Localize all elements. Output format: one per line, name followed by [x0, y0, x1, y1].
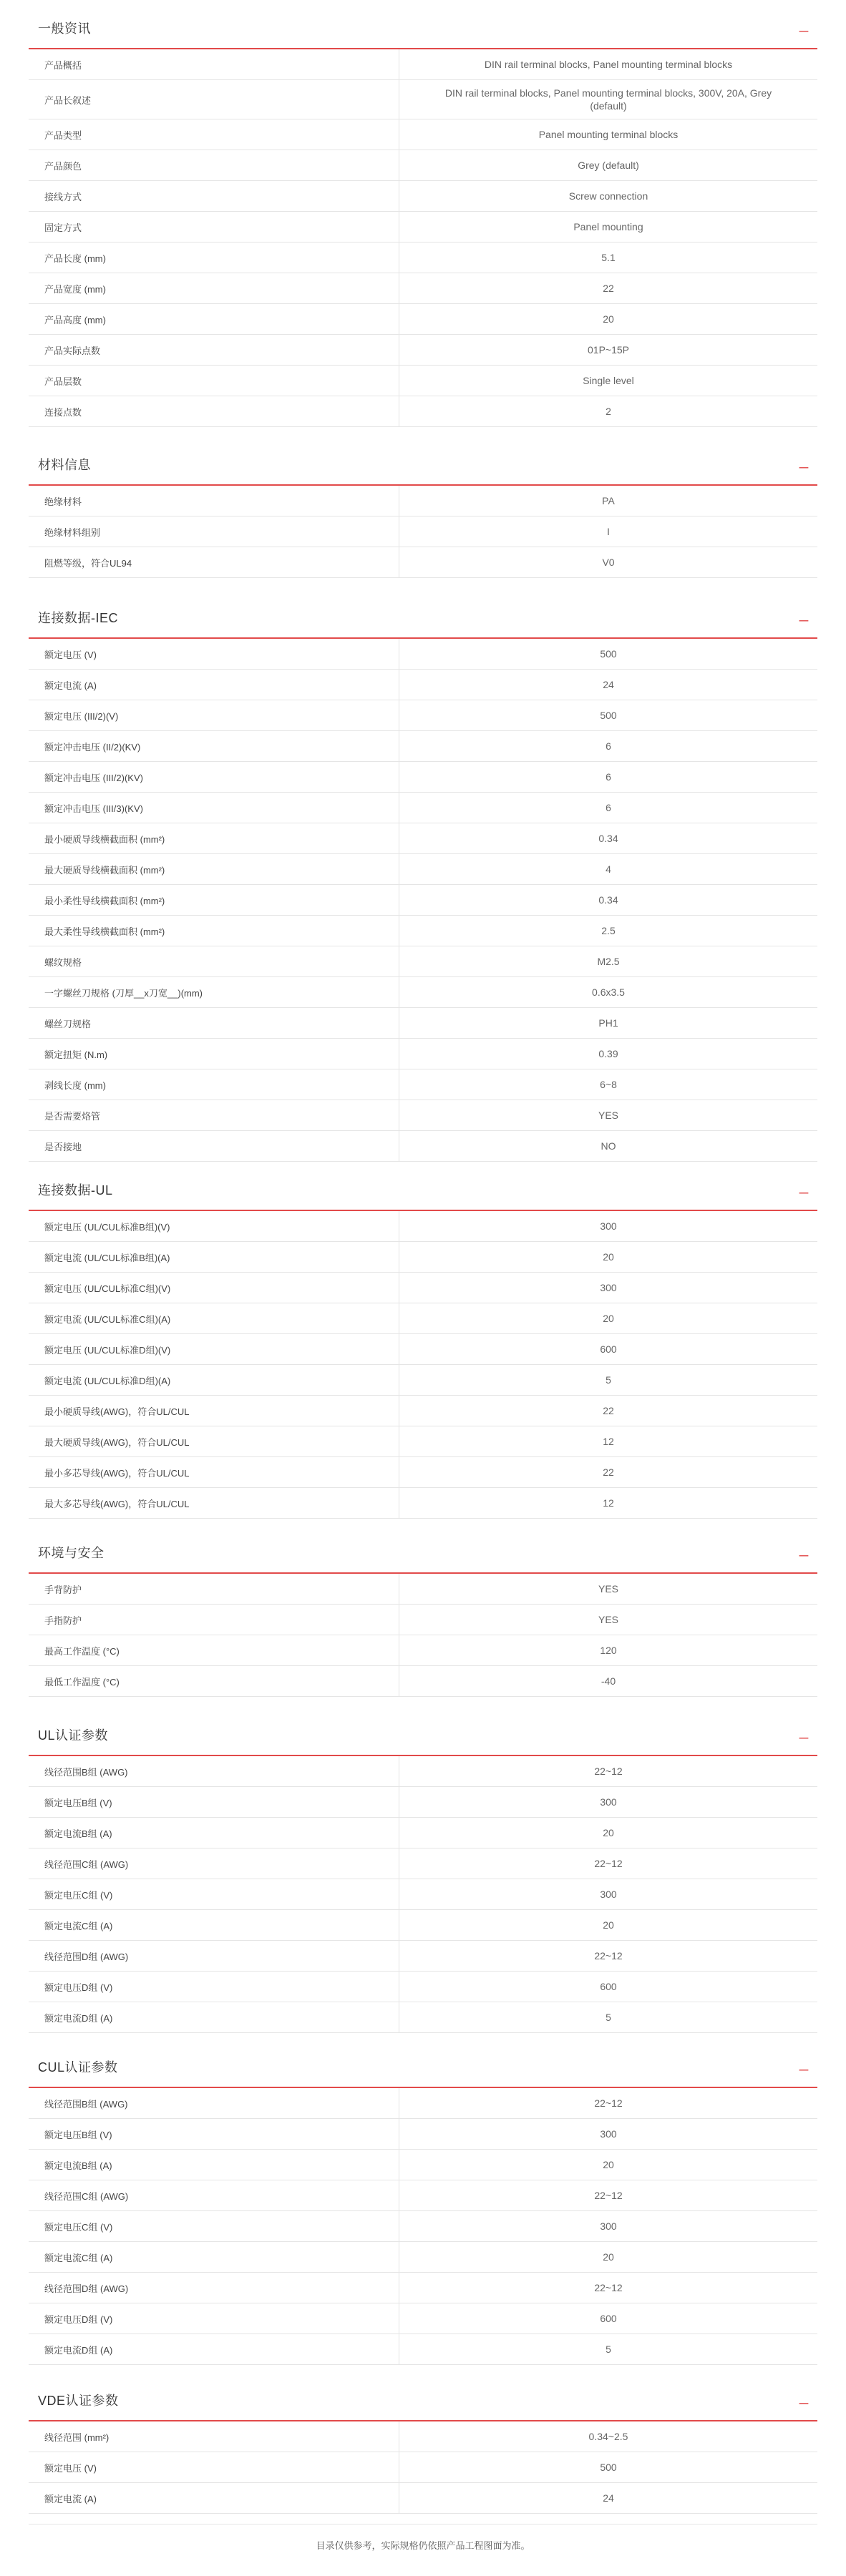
spec-label: 最大硬质导线横截面积 (mm²)	[29, 854, 399, 884]
spec-row	[29, 2211, 817, 2242]
collapse-icon[interactable]: _	[799, 451, 809, 469]
spec-row	[29, 639, 817, 670]
spec-label: 是否接地	[29, 1131, 399, 1161]
spec-label: 连接点数	[29, 396, 399, 426]
spec-value: 5	[606, 1374, 611, 1386]
spec-label: 额定电压 (UL/CUL标准D组)(V)	[29, 1334, 399, 1364]
spec-label: 一字螺丝刀规格 (刀厚__x刀宽__)(mm)	[29, 977, 399, 1007]
spec-label: 额定电压D组 (V)	[29, 1972, 399, 2002]
spec-label: 螺纹规格	[29, 946, 399, 976]
spec-value: 500	[600, 648, 617, 660]
spec-row	[29, 1100, 817, 1131]
spec-value: 6	[606, 771, 611, 783]
spec-value: 6	[606, 802, 611, 813]
spec-value: 0.34~2.5	[588, 2431, 628, 2442]
spec-label: 额定电压 (V)	[29, 639, 399, 669]
spec-row	[29, 181, 817, 212]
spec-value: PA	[602, 495, 615, 506]
spec-value: 300	[600, 1282, 617, 1293]
spec-value: 0.34	[598, 833, 618, 844]
spec-value: 01P~15P	[588, 344, 629, 356]
spec-value: 600	[600, 2313, 617, 2324]
spec-row	[29, 150, 817, 181]
section-header	[29, 436, 817, 486]
section-vde-certification	[29, 2372, 817, 2514]
spec-label: 产品实际点数	[29, 335, 399, 365]
spec-row	[29, 2273, 817, 2303]
spec-label: 手指防护	[29, 1605, 399, 1635]
section-title: 连接数据-IEC	[38, 611, 118, 625]
footer-note: 目录仅供参考，实际规格仍依照产品工程图面为准。	[316, 2540, 530, 2551]
spec-row	[29, 1069, 817, 1100]
section-title: 材料信息	[38, 458, 91, 472]
spec-label: 额定电压 (V)	[29, 2452, 399, 2482]
spec-value: 6~8	[600, 1079, 617, 1090]
spec-row	[29, 1910, 817, 1941]
spec-row	[29, 1273, 817, 1303]
spec-row	[29, 1756, 817, 1787]
spec-row	[29, 1574, 817, 1605]
spec-value: 22~12	[594, 2097, 623, 2109]
spec-value: PH1	[598, 1017, 618, 1029]
spec-value: 20	[603, 1313, 614, 1324]
spec-row	[29, 854, 817, 885]
spec-row	[29, 49, 817, 80]
spec-value: V0	[602, 557, 615, 568]
spec-row	[29, 547, 817, 578]
spec-row	[29, 80, 817, 119]
spec-label: 产品长度 (mm)	[29, 243, 399, 273]
spec-value: 22~12	[594, 1858, 623, 1869]
spec-value: 300	[600, 1889, 617, 1900]
section-title: CUL认证参数	[38, 2060, 118, 2075]
spec-label: 产品高度 (mm)	[29, 304, 399, 334]
spec-label: 线径范围B组 (AWG)	[29, 1756, 399, 1786]
spec-value: 300	[600, 1796, 617, 1808]
spec-label: 剥线长度 (mm)	[29, 1069, 399, 1100]
spec-row	[29, 1941, 817, 1972]
spec-value: 0.6x3.5	[592, 986, 625, 998]
spec-value: 22~12	[594, 1766, 623, 1777]
spec-value: 24	[603, 679, 614, 690]
spec-label: 额定电流D组 (A)	[29, 2002, 399, 2032]
spec-value: 2.5	[601, 925, 616, 936]
spec-value: Panel mounting	[573, 221, 643, 232]
spec-label: 额定电流C组 (A)	[29, 2242, 399, 2272]
spec-row	[29, 946, 817, 977]
spec-label: 是否需要烙管	[29, 1100, 399, 1130]
spec-row	[29, 2180, 817, 2211]
section-header	[29, 589, 817, 639]
spec-row	[29, 1605, 817, 1635]
spec-value: 22	[603, 1466, 614, 1478]
spec-value: YES	[598, 1583, 618, 1595]
spec-row	[29, 1039, 817, 1069]
section-header	[29, 1524, 817, 1574]
spec-label: 额定电流 (A)	[29, 2483, 399, 2513]
spec-value: -40	[601, 1675, 616, 1687]
spec-row	[29, 273, 817, 304]
spec-label: 最小柔性导线横截面积 (mm²)	[29, 885, 399, 915]
spec-row	[29, 731, 817, 762]
spec-row	[29, 670, 817, 700]
section-environment-safety	[29, 1524, 817, 1697]
section-cul-certification	[29, 2039, 817, 2365]
collapse-icon[interactable]: _	[799, 1721, 809, 1739]
spec-label: 最小硬质导线横截面积 (mm²)	[29, 823, 399, 853]
spec-label: 产品颜色	[29, 150, 399, 180]
spec-row	[29, 1488, 817, 1519]
spec-label: 绝缘材料组别	[29, 516, 399, 547]
spec-label: 最小多芯导线(AWG)，符合UL/CUL	[29, 1457, 399, 1487]
spec-value: 12	[603, 1436, 614, 1447]
spec-label: 线径范围C组 (AWG)	[29, 1848, 399, 1879]
spec-value: 5.1	[601, 252, 616, 263]
spec-label: 产品概括	[29, 49, 399, 79]
spec-value: I	[607, 526, 610, 537]
spec-row	[29, 243, 817, 273]
spec-value: 20	[603, 1827, 614, 1838]
spec-label: 额定电压D组 (V)	[29, 2303, 399, 2333]
spec-value: NO	[601, 1140, 616, 1152]
spec-row	[29, 885, 817, 916]
spec-label: 额定电压B组 (V)	[29, 1787, 399, 1817]
spec-row	[29, 1879, 817, 1910]
spec-label: 额定电压B组 (V)	[29, 2119, 399, 2149]
spec-label: 手背防护	[29, 1574, 399, 1604]
section-ul-certification	[29, 1707, 817, 2033]
spec-label: 线径范围D组 (AWG)	[29, 2273, 399, 2303]
spec-label: 额定电压 (III/2)(V)	[29, 700, 399, 730]
spec-row	[29, 335, 817, 366]
spec-value: 22	[603, 1405, 614, 1416]
section-title: 一般资讯	[38, 21, 91, 36]
section-header	[29, 2372, 817, 2421]
spec-row	[29, 1635, 817, 1666]
spec-value: 20	[603, 2159, 614, 2170]
spec-row	[29, 2452, 817, 2483]
section-header	[29, 1707, 817, 1756]
spec-row	[29, 1972, 817, 2002]
spec-label: 最大硬质导线(AWG)，符合UL/CUL	[29, 1426, 399, 1456]
spec-value: Panel mounting terminal blocks	[538, 129, 679, 140]
spec-label: 阻燃等级，符合UL94	[29, 547, 399, 577]
spec-value: 12	[603, 1497, 614, 1509]
spec-value: 500	[600, 2462, 617, 2473]
spec-label: 产品类型	[29, 119, 399, 150]
spec-value: 20	[603, 1251, 614, 1263]
spec-row	[29, 516, 817, 547]
spec-value: M2.5	[597, 956, 620, 967]
spec-row	[29, 1818, 817, 1848]
spec-value: DIN rail terminal blocks, Panel mounting terminal blocks, 300V, 20A, Grey (default)	[444, 87, 772, 112]
spec-row	[29, 1131, 817, 1162]
spec-label: 额定电压C组 (V)	[29, 2211, 399, 2241]
spec-label: 线径范围D组 (AWG)	[29, 1941, 399, 1971]
spec-value: 5	[606, 2012, 611, 2023]
section-header	[29, 1162, 817, 1211]
spec-row	[29, 1457, 817, 1488]
spec-label: 最大多芯导线(AWG)，符合UL/CUL	[29, 1488, 399, 1518]
spec-label: 额定冲击电压 (III/3)(KV)	[29, 793, 399, 823]
section-title: 连接数据-UL	[38, 1183, 113, 1198]
spec-label: 固定方式	[29, 212, 399, 242]
spec-label: 额定冲击电压 (II/2)(KV)	[29, 731, 399, 761]
spec-row	[29, 762, 817, 793]
spec-row	[29, 1211, 817, 1242]
spec-row	[29, 486, 817, 516]
spec-value: 22~12	[594, 2282, 623, 2293]
spec-value: 300	[600, 2128, 617, 2140]
spec-label: 额定电流 (UL/CUL标准D组)(A)	[29, 1365, 399, 1395]
spec-label: 产品长叙述	[29, 80, 399, 119]
section-general-info	[29, 0, 817, 427]
spec-row	[29, 212, 817, 243]
collapse-icon[interactable]: _	[799, 2386, 809, 2404]
section-title: UL认证参数	[38, 1728, 109, 1743]
spec-value: 22	[603, 283, 614, 294]
spec-row	[29, 977, 817, 1008]
spec-label: 线径范围 (mm²)	[29, 2421, 399, 2452]
section-header	[29, 0, 817, 49]
spec-value: 0.34	[598, 894, 618, 906]
spec-row	[29, 2002, 817, 2033]
spec-label: 螺丝刀规格	[29, 1008, 399, 1038]
spec-value: 24	[603, 2492, 614, 2504]
spec-label: 额定扭矩 (N.m)	[29, 1039, 399, 1069]
spec-label: 线径范围C组 (AWG)	[29, 2180, 399, 2210]
section-header	[29, 2039, 817, 2088]
spec-row	[29, 1666, 817, 1697]
spec-row	[29, 119, 817, 150]
spec-row	[29, 2150, 817, 2180]
spec-row	[29, 366, 817, 396]
spec-value: 5	[606, 2344, 611, 2355]
spec-value: YES	[598, 1614, 618, 1625]
spec-row	[29, 1426, 817, 1457]
spec-label: 接线方式	[29, 181, 399, 211]
section-title: VDE认证参数	[38, 2394, 119, 2408]
section-material-info	[29, 436, 817, 578]
spec-label: 最低工作温度 (°C)	[29, 1666, 399, 1696]
spec-value: Screw connection	[568, 190, 648, 202]
spec-label: 额定电压 (UL/CUL标准B组)(V)	[29, 1211, 399, 1241]
spec-row	[29, 916, 817, 946]
spec-row	[29, 2119, 817, 2150]
spec-value: 6	[606, 740, 611, 752]
spec-label: 额定电流D组 (A)	[29, 2334, 399, 2364]
collapse-icon[interactable]: _	[799, 2053, 809, 2071]
spec-row	[29, 1396, 817, 1426]
spec-value: 600	[600, 1981, 617, 1992]
spec-label: 额定电流 (A)	[29, 670, 399, 700]
spec-row	[29, 1242, 817, 1273]
spec-row	[29, 2088, 817, 2119]
spec-row	[29, 1303, 817, 1334]
spec-row	[29, 823, 817, 854]
spec-value: 20	[603, 313, 614, 325]
spec-label: 产品宽度 (mm)	[29, 273, 399, 303]
section-connection-iec	[29, 589, 817, 1162]
spec-row	[29, 2334, 817, 2365]
spec-value: 22~12	[594, 2190, 623, 2201]
spec-value: 120	[600, 1645, 617, 1656]
spec-row	[29, 2421, 817, 2452]
spec-row	[29, 1334, 817, 1365]
collapse-icon[interactable]: _	[799, 1176, 809, 1194]
spec-label: 额定电流B组 (A)	[29, 2150, 399, 2180]
spec-value: 22~12	[594, 1950, 623, 1962]
collapse-icon[interactable]: _	[799, 604, 809, 622]
spec-value: 300	[600, 1220, 617, 1232]
spec-row	[29, 1848, 817, 1879]
spec-value: 20	[603, 1919, 614, 1931]
spec-label: 绝缘材料	[29, 486, 399, 516]
spec-label: 额定电流B组 (A)	[29, 1818, 399, 1848]
spec-label: 线径范围B组 (AWG)	[29, 2088, 399, 2118]
spec-row	[29, 2303, 817, 2334]
spec-value: 2	[606, 406, 611, 417]
spec-value: YES	[598, 1110, 618, 1121]
spec-row	[29, 1008, 817, 1039]
spec-row	[29, 396, 817, 427]
spec-value: 0.39	[598, 1048, 618, 1059]
spec-value: DIN rail terminal blocks, Panel mounting terminal blocks	[484, 59, 733, 70]
spec-label: 产品层数	[29, 366, 399, 396]
spec-value: 20	[603, 2251, 614, 2263]
spec-label: 最小硬质导线(AWG)，符合UL/CUL	[29, 1396, 399, 1426]
spec-label: 最高工作温度 (°C)	[29, 1635, 399, 1665]
spec-row	[29, 793, 817, 823]
spec-value: Grey (default)	[578, 160, 639, 171]
spec-row	[29, 1787, 817, 1818]
spec-label: 额定冲击电压 (III/2)(KV)	[29, 762, 399, 792]
spec-label: 额定电压 (UL/CUL标准C组)(V)	[29, 1273, 399, 1303]
section-connection-ul	[29, 1162, 817, 1519]
spec-label: 最大柔性导线横截面积 (mm²)	[29, 916, 399, 946]
collapse-icon[interactable]: _	[799, 1539, 809, 1557]
spec-row	[29, 304, 817, 335]
spec-row	[29, 1365, 817, 1396]
spec-value: Single level	[583, 375, 634, 386]
spec-value: 300	[600, 2220, 617, 2232]
spec-row	[29, 2242, 817, 2273]
spec-row	[29, 700, 817, 731]
section-title: 环境与安全	[38, 1546, 104, 1560]
spec-value: 500	[600, 710, 617, 721]
collapse-icon[interactable]: _	[799, 14, 809, 32]
spec-value: 600	[600, 1343, 617, 1355]
spec-label: 额定电流C组 (A)	[29, 1910, 399, 1940]
spec-label: 额定电压C组 (V)	[29, 1879, 399, 1909]
spec-label: 额定电流 (UL/CUL标准C组)(A)	[29, 1303, 399, 1333]
spec-label: 额定电流 (UL/CUL标准B组)(A)	[29, 1242, 399, 1272]
footer	[0, 2538, 846, 2552]
spec-value: 4	[606, 863, 611, 875]
spec-row	[29, 2483, 817, 2514]
